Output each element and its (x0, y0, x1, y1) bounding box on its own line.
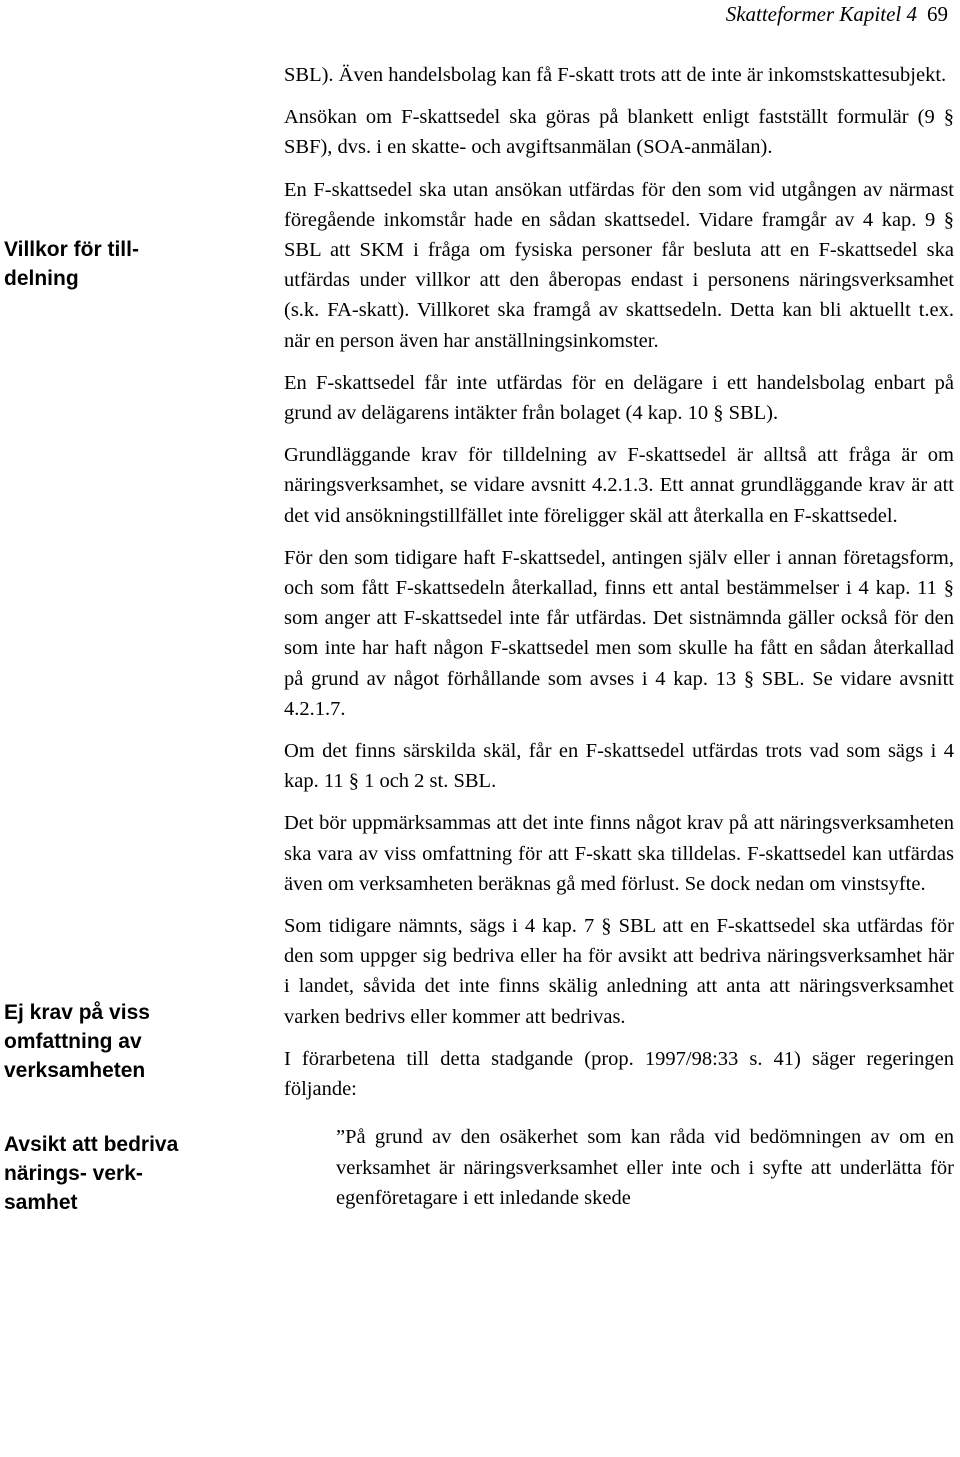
margin-note-avsikt: Avsikt att bedriva närings- verksamhet (4, 1133, 179, 1214)
running-title: Skatteformer Kapitel 4 (725, 2, 917, 26)
paragraph: Ansökan om F-skattsedel ska göras på blankett enligt fastställt formulär (9 § SBF), dvs. i en skatte- och avgiftsanmälan (SOA-anmälan). (284, 106, 954, 159)
paragraph: Det bör uppmärksammas att det inte finns något krav på att näringsverksamheten ska vara av viss omfattning för att F-skatt ska tilldelas. F-skattsedel kan utfärdas även om verksamheten beräknas gå med förlust. Se dock nedan om vinstsyfte. (284, 812, 954, 895)
body-text (284, 60, 954, 1225)
page-number: 69 (927, 2, 948, 26)
running-header (726, 2, 948, 27)
paragraph: En F-skattsedel ska utan ansökan utfärdas för den som vid utgången av närmast föregående inkomstår hade en sådan skattsedel. Vidare framgår av 4 kap. 9 § SBL att SKM i fråga om fysiska personer får besluta att en F-skattsedel ska utfärdas under villkor att den åberopas endast i personens näringsverksamhet (s.k. FA-skatt). Villkoret ska framgå av skattsedeln. Detta kan bli aktuellt t.ex. när en person även har anställningsinkomster. (284, 178, 954, 352)
paragraph: I förarbetena till detta stadgande (prop. 1997/98:33 s. 41) säger regeringen följande: (284, 1047, 954, 1101)
paragraph: Om det finns särskilda skäl, får en F-skattsedel utfärdas trots vad som sägs i 4 kap. 11 § 1 och 2 st. SBL. (284, 740, 954, 793)
paragraph: Som tidigare nämnts, sägs i 4 kap. 7 § SBL att en F-skattsedel ska utfärdas för den som uppger sig bedriva eller ha för avsikt att bedriva näringsverksamhet här i landet, såvida det inte finns skälig anledning att anta att näringsverksamhet varken bedrivs eller kommer att bedrivas. (284, 915, 954, 1028)
quote-paragraph: ”På grund av den osäkerhet som kan råda vid bedömningen av om en verksamhet är näringsverksamhet eller inte och i syfte att underlätta för egenföretagare i ett inledande skede (336, 1126, 954, 1209)
margin-note-villkor: Villkor för tilldelning (4, 238, 139, 290)
paragraph: En F-skattsedel får inte utfärdas för en delägare i ett handelsbolag enbart på grund av delägarens intäkter från bolaget (4 kap. 10 § SBL). (284, 371, 954, 425)
paragraph: SBL). Även handelsbolag kan få F-skatt trots att de inte är inkomstskattesubjekt. (284, 64, 947, 86)
margin-note-omfattning: Ej krav på viss omfattning av verksamheten (4, 1001, 150, 1082)
paragraph: Grundläggande krav för tilldelning av F-skattsedel är alltså att fråga är om näringsverksamhet, se vidare avsnitt 4.2.1.3. Ett annat grundläggande krav är att det vid ansökningstillfället inte föreligger skäl att återkalla en F-skattsedel. (284, 444, 954, 527)
paragraph: För den som tidigare haft F-skattsedel, antingen själv eller i annan företagsform, och som fått F-skattsedeln återkallad, finns ett antal bestämmelser i 4 kap. 11 § som anger att F-skattsedel inte får utfärdas. Det sistnämnda gäller också för den som inte har haft någon F-skattsedel men som skulle ha fått en sådan återkallad på grund av något förhållande som avses i 4 kap. 13 § SBL. Se vidare avsnitt 4.2.1.7. (284, 546, 954, 720)
